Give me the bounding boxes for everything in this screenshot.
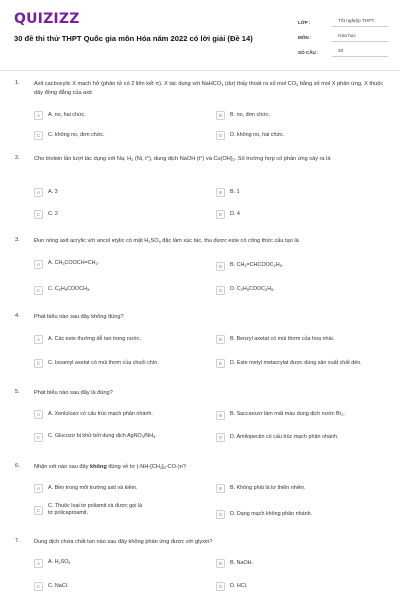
option-c[interactable] [34, 356, 198, 370]
option-letter-box: D [216, 210, 225, 219]
option-letter-box: A [34, 559, 43, 568]
quizizz-logo: QUIZIZZ [14, 11, 80, 27]
option-text: A. no, hai chức. [48, 111, 86, 118]
option-letter-box: D [216, 131, 225, 140]
option-a[interactable] [34, 407, 198, 421]
option-text: D. Amilopectin có cấu trúc mạch phân nhánh. [230, 433, 339, 440]
option-a[interactable] [34, 481, 198, 495]
option-c[interactable] [34, 283, 198, 297]
option-letter-box: D [216, 286, 225, 295]
question-text: Axit cacboxylic X mạch hở (phân tử có 2 liên kết π). X tác dụng với NaHCO$_3$ (dư) thấy thoát ra số mol $CO_2$ bằng số mol X phản ứng. X thuộc dãy đồng đẳng của axit [34, 81, 384, 96]
option-b[interactable] [216, 185, 380, 199]
option-a[interactable] [34, 108, 198, 122]
header-divider [0, 70, 400, 71]
question-number: 5. [15, 389, 20, 395]
meta-value: 40 [332, 49, 388, 57]
option-letter-box: C [34, 433, 43, 442]
meta-row-count [298, 45, 388, 57]
option-text: C. 2 [48, 210, 58, 217]
option-text: D. HCl. [230, 582, 248, 589]
option-b[interactable] [216, 556, 380, 570]
option-letter-box: B [216, 111, 225, 120]
option-letter-box: B [216, 335, 225, 344]
option-c[interactable] [34, 207, 198, 221]
question-number: 2. [15, 155, 20, 161]
meta-label: SỐ CÂU : [298, 50, 319, 55]
option-letter-box: A [34, 188, 43, 197]
option-letter-box: C [34, 506, 43, 515]
option-letter-box: D [216, 510, 225, 519]
question-text: Nhận xét nào sau đây không đúng về tơ $(-NH-[CH_2]_5-CO-)n$? [34, 464, 186, 470]
option-b[interactable] [216, 408, 380, 422]
meta-row-subject [298, 30, 388, 42]
question-text: Cho triolein lần lượt tác dụng với Na, $H_2$ (Ni, t°), dung dịch NaOH (t°) và $Cu(OH)_2$. Số trường hợp có phản ứng xảy ra là [34, 156, 331, 162]
meta-label: LỚP : [298, 20, 311, 25]
option-letter-box: B [216, 559, 225, 568]
option-d[interactable] [216, 579, 380, 593]
question-text: Phát biểu nào sau đây là đúng? [34, 390, 113, 396]
option-d[interactable] [216, 430, 380, 444]
option-text: C. Glucozơ bị khử bởi dung dịch $AgNO_3/NH_3$. [48, 433, 157, 439]
option-text: D. Dạng mạch không phân nhánh. [230, 510, 313, 517]
question-text: Phát biểu nào sau đây không đúng? [34, 314, 124, 320]
option-text: B. Saccarozơ làm mất màu dung dịch nước $Br_2$. [230, 411, 345, 417]
option-text: A. $H_2SO_4$ [48, 559, 71, 565]
option-text: C. Isoamyl axetat có mùi thơm của chuối chín. [48, 359, 159, 366]
option-a[interactable] [34, 556, 198, 570]
option-letter-box: C [34, 131, 43, 140]
option-text: D. 4 [230, 210, 240, 217]
option-letter-box: D [216, 359, 225, 368]
worksheet-header [0, 0, 400, 68]
option-c[interactable] [34, 430, 198, 444]
option-b[interactable] [216, 108, 380, 122]
question-number: 3. [15, 237, 20, 243]
question-text: Đun nóng axit acrylic với ancol etylic có mặt $H_2SO_4$ đặc làm xúc tác, thu được este có công thức cấu tạo là [34, 238, 299, 244]
option-c[interactable] [34, 503, 148, 517]
option-text: C. Thuộc loại tơ poliamit và được gọi là tơ policaproamit. [48, 503, 143, 516]
option-text: C. NaCl. [48, 582, 69, 589]
option-a[interactable] [34, 257, 198, 271]
option-c[interactable] [34, 579, 198, 593]
option-text: A. Bền trong môi trường axit và kiềm. [48, 484, 138, 491]
question-number: 1. [15, 80, 20, 86]
option-b[interactable] [216, 481, 380, 495]
option-letter-box: C [34, 582, 43, 591]
option-letter-box: C [34, 359, 43, 368]
option-d[interactable] [216, 207, 380, 221]
question-text: Dung dịch chứa chất tan nào sau đây không phản ứng được với glyxin? [34, 539, 213, 545]
question-number: 6. [15, 463, 20, 469]
question-number: 7. [15, 538, 20, 544]
option-d[interactable] [216, 356, 380, 370]
option-b[interactable] [216, 332, 380, 346]
option-text: A. 3 [48, 188, 58, 195]
option-text: D. Este metyl metacrylat được dùng sản xuất chất dẻo. [230, 359, 362, 366]
option-letter-box: A [34, 335, 43, 344]
option-b[interactable] [216, 259, 380, 273]
option-letter-box: B [216, 262, 225, 271]
option-letter-box: A [34, 484, 43, 493]
option-letter-box: D [216, 582, 225, 591]
option-text: A. Xenlulozơ có cấu trúc mạch phân nhánh. [48, 410, 153, 417]
option-letter-box: B [216, 484, 225, 493]
option-letter-box: C [34, 286, 43, 295]
option-letter-box: D [216, 433, 225, 442]
option-text: B. no, đơn chức. [230, 111, 271, 118]
option-text: D. $C_2H_5COOC_2H_5$. [230, 286, 275, 292]
option-letter-box: C [34, 210, 43, 219]
option-text: D. không no, hai chức. [230, 131, 285, 138]
option-letter-box: B [216, 411, 225, 420]
option-text: B. $CH_2=CHCOOC_2H_5$. [230, 262, 284, 268]
option-text: A. $CH_3COOCH=CH_2$. [48, 260, 100, 266]
meta-value: Tốt nghiệp THPT [332, 19, 388, 27]
option-a[interactable] [34, 332, 198, 346]
option-d[interactable] [216, 128, 380, 142]
option-text: B. NaOH. [230, 559, 254, 566]
option-text: C. không no, đơn chức. [48, 131, 105, 138]
option-letter-box: A [34, 111, 43, 120]
question-number: 4. [15, 313, 20, 319]
option-d[interactable] [216, 507, 380, 521]
option-text: B. Không phải là tơ thiên nhiên. [230, 484, 306, 491]
option-a[interactable] [34, 185, 198, 199]
option-text: C. $C_2H_5COOCH_3$. [48, 286, 91, 292]
option-letter-box: A [34, 260, 43, 269]
option-text: B. Benzyl axetat có mùi thơm của hoa nhài. [230, 335, 335, 342]
option-letter-box: B [216, 188, 225, 197]
option-text: B. 1 [230, 188, 240, 195]
worksheet-meta [298, 15, 388, 60]
worksheet-title: 30 đề thi thử THPT Quốc gia môn Hóa năm 2022 có lời giải (Đề 14) [14, 34, 253, 43]
meta-label: MÔN : [298, 35, 312, 40]
option-c[interactable] [34, 128, 198, 142]
meta-row-class [298, 15, 388, 27]
option-d[interactable] [216, 283, 380, 297]
option-text: A. Các este thường dễ tan trong nước. [48, 335, 142, 342]
option-letter-box: A [34, 410, 43, 419]
meta-value: Hóa học [332, 34, 388, 42]
